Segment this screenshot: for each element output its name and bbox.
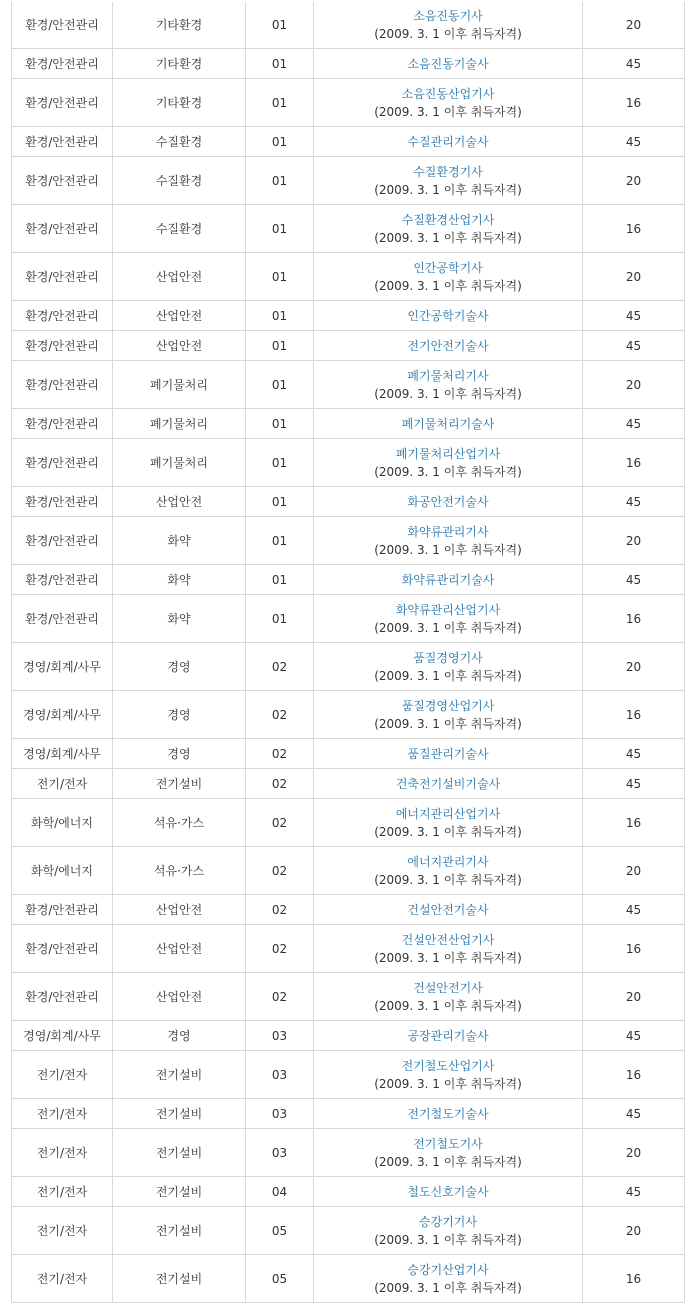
code-cell: 01	[246, 439, 314, 487]
certificate-name-link[interactable]: 전기철도기사	[413, 1136, 483, 1151]
points-cell: 16	[583, 79, 685, 127]
code-cell: 01	[246, 79, 314, 127]
table-row	[12, 973, 685, 1021]
certificate-name-cell	[314, 439, 583, 487]
table-row	[12, 1051, 685, 1099]
certificate-name-link[interactable]: 전기철도기술사	[407, 1106, 489, 1121]
field-cell: 환경/안전관리	[12, 895, 113, 925]
subfield-cell: 경영	[113, 643, 246, 691]
points-cell: 45	[583, 331, 685, 361]
table-row	[12, 361, 685, 409]
field-cell: 환경/안전관리	[12, 301, 113, 331]
certificate-name-link[interactable]: 품질경영기사	[413, 650, 483, 665]
points-cell: 20	[583, 253, 685, 301]
acquisition-date-note: (2009. 3. 1 이후 취득자격)	[374, 824, 522, 839]
points-cell: 20	[583, 517, 685, 565]
subfield-cell: 경영	[113, 691, 246, 739]
points-cell: 45	[583, 49, 685, 79]
certificate-name-link[interactable]: 에너지관리기사	[407, 854, 489, 869]
field-cell: 전기/전자	[12, 1051, 113, 1099]
field-cell: 환경/안전관리	[12, 157, 113, 205]
subfield-cell: 산업안전	[113, 301, 246, 331]
subfield-cell: 석유·가스	[113, 799, 246, 847]
certificate-name-link[interactable]: 품질경영산업기사	[401, 698, 495, 713]
table-row	[12, 643, 685, 691]
points-cell: 20	[583, 973, 685, 1021]
table-row	[12, 1177, 685, 1207]
field-cell: 환경/안전관리	[12, 487, 113, 517]
subfield-cell: 산업안전	[113, 331, 246, 361]
points-cell: 45	[583, 1021, 685, 1051]
certificate-table	[11, 2, 685, 1303]
certificate-name-cell	[314, 847, 583, 895]
acquisition-date-note: (2009. 3. 1 이후 취득자격)	[374, 950, 522, 965]
certificate-name-cell	[314, 1021, 583, 1051]
field-cell: 화학/에너지	[12, 799, 113, 847]
field-cell: 전기/전자	[12, 1177, 113, 1207]
subfield-cell: 산업안전	[113, 253, 246, 301]
table-row	[12, 79, 685, 127]
code-cell: 01	[246, 487, 314, 517]
code-cell: 02	[246, 925, 314, 973]
certificate-name-cell	[314, 1255, 583, 1303]
code-cell: 04	[246, 1177, 314, 1207]
table-row	[12, 253, 685, 301]
certificate-name-cell	[314, 739, 583, 769]
subfield-cell: 기타환경	[113, 79, 246, 127]
certificate-name-cell	[314, 769, 583, 799]
certificate-name-cell	[314, 517, 583, 565]
table-row	[12, 925, 685, 973]
code-cell: 01	[246, 49, 314, 79]
field-cell: 전기/전자	[12, 1207, 113, 1255]
acquisition-date-note: (2009. 3. 1 이후 취득자격)	[374, 230, 522, 245]
certificate-name-cell	[314, 361, 583, 409]
certificate-name-link[interactable]: 공장관리기술사	[407, 1028, 489, 1043]
points-cell: 45	[583, 1177, 685, 1207]
points-cell: 16	[583, 691, 685, 739]
field-cell: 환경/안전관리	[12, 49, 113, 79]
acquisition-date-note: (2009. 3. 1 이후 취득자격)	[374, 1076, 522, 1091]
certificate-name-link[interactable]: 인간공학기사	[413, 260, 483, 275]
points-cell: 16	[583, 595, 685, 643]
acquisition-date-note: (2009. 3. 1 이후 취득자격)	[374, 27, 522, 41]
subfield-cell: 전기설비	[113, 1177, 246, 1207]
certificate-name-link[interactable]: 품질관리기술사	[407, 746, 489, 761]
subfield-cell: 기타환경	[113, 2, 246, 49]
subfield-cell: 경영	[113, 739, 246, 769]
subfield-cell: 석유·가스	[113, 847, 246, 895]
subfield-cell: 폐기물처리	[113, 361, 246, 409]
field-cell: 화학/에너지	[12, 847, 113, 895]
field-cell: 환경/안전관리	[12, 595, 113, 643]
points-cell: 45	[583, 895, 685, 925]
table-row	[12, 157, 685, 205]
points-cell: 16	[583, 439, 685, 487]
points-cell: 20	[583, 643, 685, 691]
certificate-name-cell	[314, 2, 583, 49]
field-cell: 전기/전자	[12, 1255, 113, 1303]
field-cell: 환경/안전관리	[12, 439, 113, 487]
certificate-name-cell	[314, 595, 583, 643]
table-row	[12, 769, 685, 799]
certificate-name-cell	[314, 253, 583, 301]
code-cell: 03	[246, 1051, 314, 1099]
certificate-name-link[interactable]: 승강기기사	[419, 1214, 477, 1229]
points-cell: 16	[583, 799, 685, 847]
code-cell: 01	[246, 409, 314, 439]
certificate-name-link[interactable]: 폐기물처리기술사	[401, 416, 495, 431]
points-cell: 45	[583, 739, 685, 769]
subfield-cell: 전기설비	[113, 1255, 246, 1303]
certificate-name-link[interactable]: 소음진동기술사	[407, 56, 489, 71]
field-cell: 환경/안전관리	[12, 79, 113, 127]
certificate-name-cell	[314, 643, 583, 691]
code-cell: 02	[246, 895, 314, 925]
subfield-cell: 폐기물처리	[113, 409, 246, 439]
certificate-name-cell	[314, 157, 583, 205]
certificate-name-cell	[314, 1207, 583, 1255]
certificate-name-link[interactable]: 화약류관리산업기사	[395, 602, 501, 617]
table-row	[12, 1207, 685, 1255]
certificate-name-link[interactable]: 수질관리기술사	[407, 134, 489, 149]
code-cell: 01	[246, 2, 314, 49]
certificate-name-cell	[314, 1051, 583, 1099]
subfield-cell: 산업안전	[113, 895, 246, 925]
subfield-cell: 전기설비	[113, 1129, 246, 1177]
subfield-cell: 기타환경	[113, 49, 246, 79]
acquisition-date-note: (2009. 3. 1 이후 취득자격)	[374, 182, 522, 197]
field-cell: 환경/안전관리	[12, 205, 113, 253]
certificate-name-cell	[314, 895, 583, 925]
acquisition-date-note: (2009. 3. 1 이후 취득자격)	[374, 278, 522, 293]
points-cell: 20	[583, 2, 685, 49]
table-row	[12, 487, 685, 517]
field-cell: 환경/안전관리	[12, 925, 113, 973]
field-cell: 환경/안전관리	[12, 2, 113, 49]
acquisition-date-note: (2009. 3. 1 이후 취득자격)	[374, 716, 522, 731]
subfield-cell: 산업안전	[113, 487, 246, 517]
code-cell: 03	[246, 1099, 314, 1129]
certificate-name-link[interactable]: 건축전기설비기술사	[395, 776, 501, 791]
table-row	[12, 895, 685, 925]
code-cell: 03	[246, 1129, 314, 1177]
certificate-table-container	[11, 2, 684, 1303]
table-row	[12, 409, 685, 439]
certificate-name-link[interactable]: 화약류관리기술사	[401, 572, 495, 587]
code-cell: 02	[246, 769, 314, 799]
code-cell: 01	[246, 127, 314, 157]
field-cell: 환경/안전관리	[12, 127, 113, 157]
subfield-cell: 화약	[113, 595, 246, 643]
acquisition-date-note: (2009. 3. 1 이후 취득자격)	[374, 620, 522, 635]
certificate-name-cell	[314, 301, 583, 331]
table-row	[12, 439, 685, 487]
subfield-cell: 수질환경	[113, 205, 246, 253]
points-cell: 45	[583, 301, 685, 331]
points-cell: 16	[583, 205, 685, 253]
subfield-cell: 화약	[113, 565, 246, 595]
table-row	[12, 739, 685, 769]
code-cell: 03	[246, 1021, 314, 1051]
field-cell: 환경/안전관리	[12, 973, 113, 1021]
certificate-name-cell	[314, 1129, 583, 1177]
code-cell: 05	[246, 1255, 314, 1303]
certificate-name-link[interactable]: 수질환경기사	[413, 164, 483, 179]
acquisition-date-note: (2009. 3. 1 이후 취득자격)	[374, 1280, 522, 1295]
certificate-name-link[interactable]: 화공안전기술사	[407, 494, 489, 509]
certificate-name-cell	[314, 691, 583, 739]
code-cell: 02	[246, 847, 314, 895]
certificate-name-cell	[314, 565, 583, 595]
certificate-name-link[interactable]: 에너지관리산업기사	[395, 806, 501, 821]
certificate-name-link[interactable]: 전기철도산업기사	[401, 1058, 495, 1073]
code-cell: 01	[246, 361, 314, 409]
table-row	[12, 49, 685, 79]
certificate-name-cell	[314, 79, 583, 127]
subfield-cell: 수질환경	[113, 127, 246, 157]
points-cell: 16	[583, 1255, 685, 1303]
field-cell: 환경/안전관리	[12, 517, 113, 565]
table-row	[12, 2, 685, 49]
field-cell: 환경/안전관리	[12, 361, 113, 409]
certificate-name-link[interactable]: 건설안전기술사	[407, 902, 489, 917]
table-row	[12, 1255, 685, 1303]
field-cell: 환경/안전관리	[12, 565, 113, 595]
table-row	[12, 565, 685, 595]
table-row	[12, 331, 685, 361]
certificate-name-cell	[314, 1099, 583, 1129]
certificate-name-cell	[314, 127, 583, 157]
points-cell: 45	[583, 487, 685, 517]
table-row	[12, 205, 685, 253]
field-cell: 경영/회계/사무	[12, 643, 113, 691]
points-cell: 20	[583, 361, 685, 409]
code-cell: 01	[246, 253, 314, 301]
subfield-cell: 폐기물처리	[113, 439, 246, 487]
code-cell: 01	[246, 517, 314, 565]
points-cell: 16	[583, 1051, 685, 1099]
certificate-name-cell	[314, 49, 583, 79]
table-row	[12, 1129, 685, 1177]
code-cell: 01	[246, 331, 314, 361]
code-cell: 01	[246, 157, 314, 205]
points-cell: 20	[583, 1207, 685, 1255]
points-cell: 45	[583, 769, 685, 799]
certificate-name-link[interactable]: 수질환경산업기사	[401, 212, 495, 227]
subfield-cell: 경영	[113, 1021, 246, 1051]
code-cell: 02	[246, 643, 314, 691]
points-cell: 20	[583, 157, 685, 205]
code-cell: 02	[246, 739, 314, 769]
table-row	[12, 595, 685, 643]
table-row	[12, 691, 685, 739]
points-cell: 45	[583, 1099, 685, 1129]
field-cell: 전기/전자	[12, 1099, 113, 1129]
certificate-name-cell	[314, 205, 583, 253]
points-cell: 45	[583, 127, 685, 157]
certificate-name-link[interactable]: 건설안전기사	[413, 980, 483, 995]
points-cell: 20	[583, 847, 685, 895]
acquisition-date-note: (2009. 3. 1 이후 취득자격)	[374, 542, 522, 557]
subfield-cell: 전기설비	[113, 1051, 246, 1099]
acquisition-date-note: (2009. 3. 1 이후 취득자격)	[374, 1232, 522, 1247]
code-cell: 01	[246, 595, 314, 643]
certificate-name-cell	[314, 1177, 583, 1207]
certificate-name-link[interactable]: 건설안전산업기사	[401, 932, 495, 947]
certificate-table-body	[12, 2, 685, 1303]
certificate-name-cell	[314, 487, 583, 517]
code-cell: 02	[246, 691, 314, 739]
code-cell: 05	[246, 1207, 314, 1255]
field-cell: 전기/전자	[12, 1129, 113, 1177]
field-cell: 전기/전자	[12, 769, 113, 799]
certificate-name-link[interactable]: 폐기물처리기사	[407, 368, 489, 383]
acquisition-date-note: (2009. 3. 1 이후 취득자격)	[374, 386, 522, 401]
certificate-name-link[interactable]: 승강기산업기사	[407, 1262, 489, 1277]
acquisition-date-note: (2009. 3. 1 이후 취득자격)	[374, 1154, 522, 1169]
subfield-cell: 수질환경	[113, 157, 246, 205]
subfield-cell: 화약	[113, 517, 246, 565]
acquisition-date-note: (2009. 3. 1 이후 취득자격)	[374, 998, 522, 1013]
table-row	[12, 1021, 685, 1051]
certificate-name-link[interactable]: 폐기물처리산업기사	[395, 446, 501, 461]
subfield-cell: 전기설비	[113, 1207, 246, 1255]
certificate-name-cell	[314, 409, 583, 439]
table-row	[12, 127, 685, 157]
subfield-cell: 산업안전	[113, 925, 246, 973]
certificate-name-cell	[314, 331, 583, 361]
field-cell: 환경/안전관리	[12, 409, 113, 439]
points-cell: 16	[583, 925, 685, 973]
field-cell: 환경/안전관리	[12, 331, 113, 361]
acquisition-date-note: (2009. 3. 1 이후 취득자격)	[374, 104, 522, 119]
field-cell: 환경/안전관리	[12, 253, 113, 301]
field-cell: 경영/회계/사무	[12, 691, 113, 739]
points-cell: 45	[583, 565, 685, 595]
table-row	[12, 517, 685, 565]
acquisition-date-note: (2009. 3. 1 이후 취득자격)	[374, 872, 522, 887]
field-cell: 경영/회계/사무	[12, 739, 113, 769]
code-cell: 01	[246, 205, 314, 253]
subfield-cell: 전기설비	[113, 1099, 246, 1129]
code-cell: 02	[246, 973, 314, 1021]
certificate-name-link[interactable]: 철도신호기술사	[407, 1184, 489, 1199]
certificate-name-cell	[314, 799, 583, 847]
certificate-name-cell	[314, 925, 583, 973]
certificate-name-link[interactable]: 인간공학기술사	[407, 308, 489, 323]
acquisition-date-note: (2009. 3. 1 이후 취득자격)	[374, 464, 522, 479]
code-cell: 01	[246, 301, 314, 331]
table-row	[12, 1099, 685, 1129]
acquisition-date-note: (2009. 3. 1 이후 취득자격)	[374, 668, 522, 683]
subfield-cell: 전기설비	[113, 769, 246, 799]
certificate-name-cell	[314, 973, 583, 1021]
points-cell: 45	[583, 409, 685, 439]
certificate-name-link[interactable]: 화약류관리기사	[407, 524, 489, 539]
certificate-name-link[interactable]: 전기안전기술사	[407, 338, 489, 353]
field-cell: 경영/회계/사무	[12, 1021, 113, 1051]
code-cell: 01	[246, 565, 314, 595]
table-row	[12, 847, 685, 895]
certificate-name-link[interactable]: 소음진동기사	[413, 9, 483, 23]
points-cell: 20	[583, 1129, 685, 1177]
subfield-cell: 산업안전	[113, 973, 246, 1021]
table-row	[12, 799, 685, 847]
table-row	[12, 301, 685, 331]
certificate-name-link[interactable]: 소음진동산업기사	[401, 86, 495, 101]
code-cell: 02	[246, 799, 314, 847]
